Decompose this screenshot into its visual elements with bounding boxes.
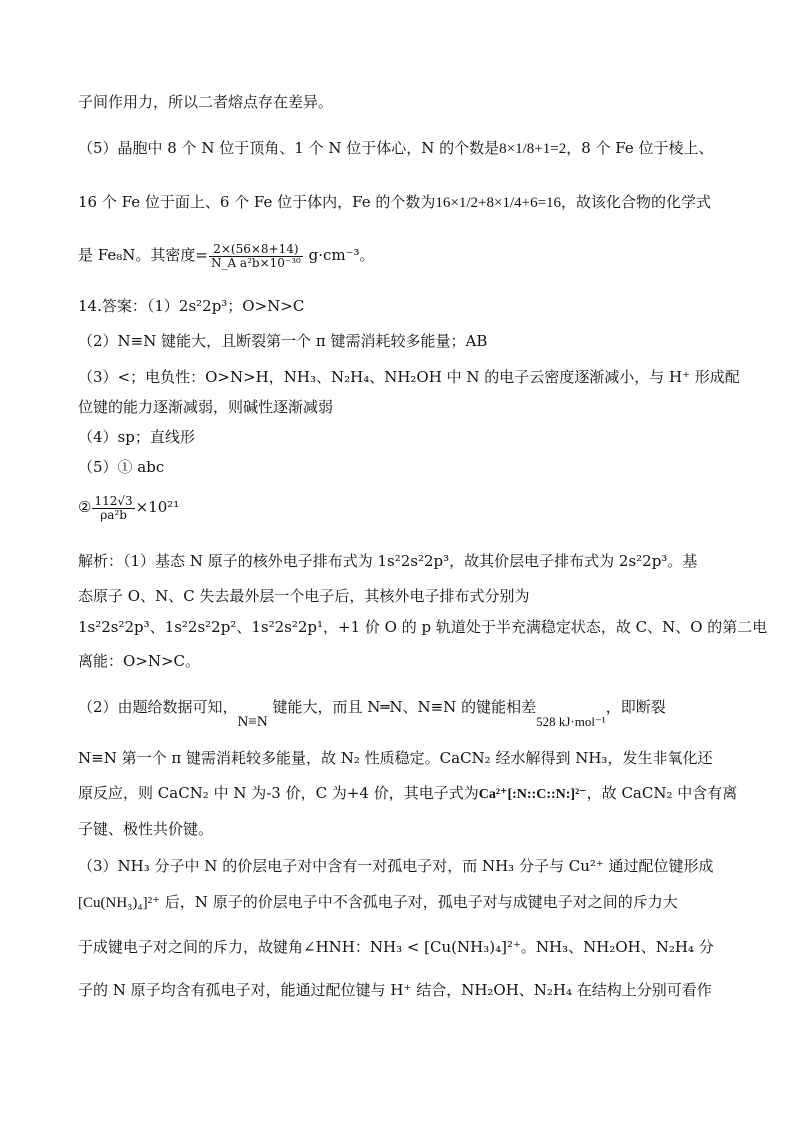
- text-line: [78, 651, 728, 671]
- line-text: 16 个 Fe 位于面上、6 个 Fe 位于体内，Fe 的个数为: [78, 193, 436, 211]
- line-text: ，故该化合物的化学式: [561, 193, 712, 211]
- line-text: N≡N 第一个 π 键需消耗较多能量，故 N₂ 性质稳定。CaCN₂ 经水解得到 NH₃，发生非氧化还: [78, 749, 713, 767]
- text-line: [78, 92, 728, 112]
- text-line: [78, 397, 728, 417]
- line-text: 键能大，而且 N═N、N≡N 的键能相差: [267, 698, 537, 716]
- line-text: 子间作用力，所以二者熔点存在差异。: [78, 93, 334, 111]
- line-text: （3）NH₃ 分子中 N 的价层电子对中含有一对孤电子对，而 NH₃ 分子与 Cu²⁺ 通过配位键形成: [78, 857, 714, 875]
- line-text: 态原子 O、N、C 失去最外层一个电子后，其核外电子排布式分别为: [78, 587, 530, 605]
- line-text: （4）sp；直线形: [78, 428, 195, 446]
- electron-formula: Ca²⁺[:N::C::N:]²⁻: [478, 787, 587, 802]
- text-line: [78, 457, 728, 477]
- line-text: ，故 CaCN₂ 中含有离: [586, 784, 738, 802]
- line-text: 后，N 原子的价层电子中不含孤电子对，孤电子对与成键电子对之间的斥力大: [160, 893, 678, 911]
- text-line: [78, 494, 728, 522]
- formula: N≡N: [237, 714, 268, 730]
- text-line: [78, 586, 728, 606]
- text-line: [78, 242, 728, 270]
- text-line: [78, 296, 728, 316]
- line-text: 子的 N 原子均含有孤电子对，能通过配位键与 H⁺ 结合，NH₂OH、N₂H₄ 在结构上分别可看作: [78, 981, 712, 999]
- circled-number: ②: [78, 498, 92, 516]
- fraction-numerator: 2×(56×8+14): [209, 243, 303, 257]
- formula: 528 kJ·mol⁻¹: [536, 714, 606, 729]
- fraction-denominator: ρa²b: [100, 507, 127, 522]
- text-line: [78, 427, 728, 447]
- text-line: [78, 551, 728, 571]
- line-text: （5）① abc: [78, 458, 165, 476]
- text-line: [78, 367, 740, 387]
- line-text: （3）<；电负性：O>N>H，NH₃、N₂H₄、NH₂OH 中 N 的电子云密度逐渐减小，与 H⁺ 形成配: [78, 368, 740, 386]
- density-fraction: [209, 243, 303, 270]
- formula: [Cu(NH₃)₄]²⁺: [78, 895, 161, 911]
- text-line: [78, 192, 728, 213]
- fraction-numerator: 112√3: [94, 493, 133, 508]
- text-line: [78, 892, 728, 913]
- answer-heading: 14.答案：（1）2s²2p³；O>N>C: [78, 297, 305, 315]
- fraction-denominator: N_A a²b×10⁻³⁰: [210, 255, 301, 270]
- text-line: [78, 748, 728, 768]
- line-text: ，即断裂: [605, 698, 666, 716]
- line-text: 解析：（1）基态 N 原子的核外电子排布式为 1s²2s²2p³，故其价层电子排布式为 2s²2p³。基: [78, 552, 698, 570]
- line-text: 位键的能力逐渐减弱，则碱性逐渐减弱: [78, 398, 334, 416]
- text-line: [78, 980, 728, 1000]
- line-text: 是 Fe₈N。其密度=: [78, 246, 208, 264]
- line-text: （5）晶胞中 8 个 N 位于顶角、1 个 N 位于体心，N 的个数是: [78, 139, 500, 157]
- text-line: [78, 856, 728, 876]
- line-text: 于成键电子对之间的斥力，故键角∠HNH：NH₃ < [Cu(NH₃)₄]²⁺。NH₃、NH₂OH、N₂H₄ 分: [78, 938, 714, 956]
- formula: 16×1/2+8×1/4+6=16: [435, 195, 562, 211]
- text-line: [78, 819, 728, 839]
- line-text: 离能：O>N>C。: [78, 652, 201, 670]
- answer-fraction: [92, 495, 134, 522]
- line-text: g·cm⁻³。: [303, 246, 375, 264]
- text-line: [78, 617, 768, 637]
- text-line: [78, 138, 728, 159]
- text-line: [78, 937, 728, 957]
- formula: 8×1/8+1=2: [499, 141, 567, 157]
- line-text: ，8 个 Fe 位于棱上、: [566, 139, 714, 157]
- line-text: 1s²2s²2p³、1s²2s²2p²、1s²2s²2p¹，+1 价 O 的 p 轨道处于半充满稳定状态，故 C、N、O 的第二电: [78, 618, 768, 636]
- line-text: 原反应，则 CaCN₂ 中 N 为-3 价，C 为+4 价，其电子式为: [78, 784, 479, 802]
- line-text: （2）N≡N 键能大，且断裂第一个 π 键需消耗较多能量；AB: [78, 332, 488, 350]
- text-line: [78, 697, 728, 730]
- line-text: ×10²¹: [135, 498, 180, 516]
- line-text: （2）由题给数据可知，: [78, 698, 238, 716]
- line-text: 子键、极性共价键。: [78, 820, 214, 838]
- text-line: [78, 783, 738, 805]
- text-line: [78, 331, 728, 351]
